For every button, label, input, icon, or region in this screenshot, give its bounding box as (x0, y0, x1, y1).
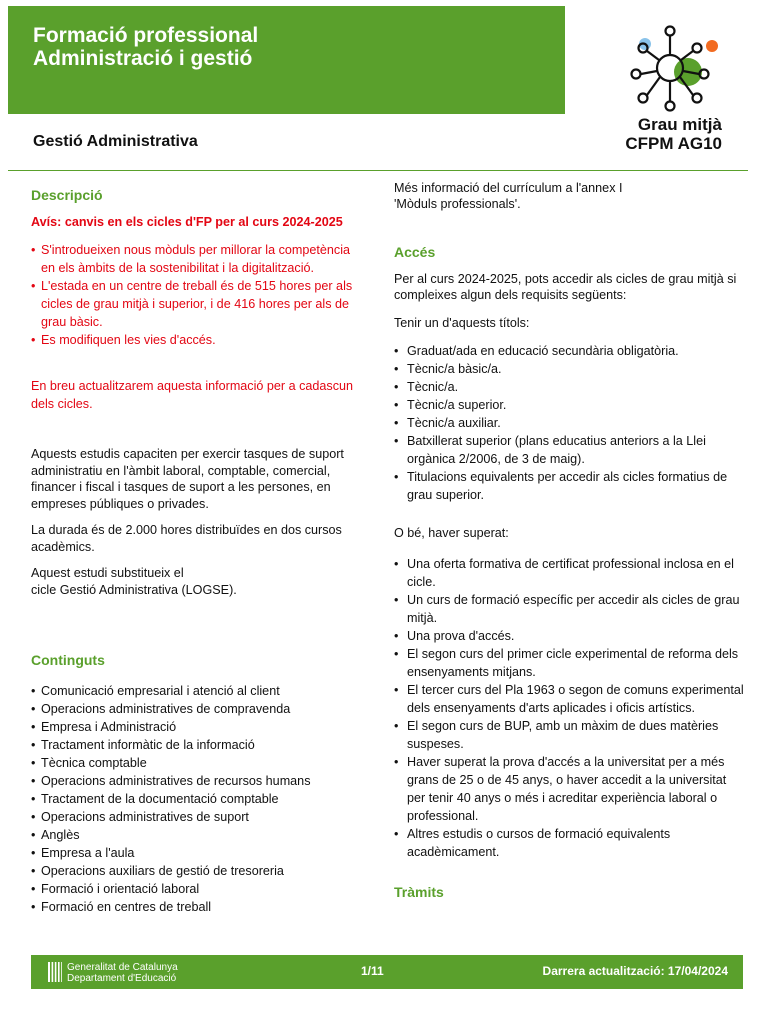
section-title-descripcio: Descripció (31, 187, 103, 203)
replaces-paragraph (31, 565, 367, 598)
alert-heading: Avís: canvis en els cicles d'FP per al curs 2024-2025 (31, 215, 343, 229)
generalitat-line-1: Generalitat de Catalunya (67, 962, 178, 973)
content-item: • Operacions administratives de suport (31, 808, 367, 826)
content-item: • Empresa a l'aula (31, 844, 367, 862)
passed-item: • Haver superat la prova d'accés a la universitat per a més grans de 25 o de 45 anys, o haver accedit a la universitat per tenir 40 anys o més i acreditar experiència laboral o professional. (394, 753, 744, 825)
passed-item: • Una prova d'accés. (394, 627, 744, 645)
content-item: • Comunicació empresarial i atenció al client (31, 682, 367, 700)
generalitat-line-2: Departament d'Educació (67, 973, 177, 984)
section-title-acces: Accés (394, 244, 436, 260)
content-item: • Tècnica comptable (31, 754, 367, 772)
contents-list (31, 682, 367, 916)
footer (31, 955, 743, 989)
access-intro: Per al curs 2024-2025, pots accedir als cicles de grau mitjà si compleixes algun dels requisits següents: (394, 272, 737, 302)
passed-item: • Una oferta formativa de certificat professional inclosa en el cicle. (394, 555, 744, 591)
generalitat-label (67, 962, 178, 984)
cycle-name: Gestió Administrativa (33, 133, 198, 150)
section-title-tramits: Tràmits (394, 884, 444, 900)
passed-list (394, 555, 744, 861)
title-item: • Graduat/ada en educació secundària obligatòria. (394, 342, 744, 360)
more-info (394, 180, 744, 212)
description-paragraph: Aquests estudis capaciten per exercir tasques de suport administratiu en l'àmbit laboral, comptable, comercial, financer i fiscal i tasques de suport a les persones, en empreses públiques o privades. (31, 447, 344, 511)
grade-block (625, 115, 722, 153)
content-item: • Formació en centres de treball (31, 898, 367, 916)
duration-paragraph: La durada és de 2.000 hores distribuïdes en dos cursos acadèmics. (31, 523, 342, 554)
left-column (31, 180, 367, 916)
titles-intro: Tenir un d'aquests títols: (394, 316, 530, 330)
page-number: 1/11 (361, 964, 384, 978)
title-item: • Tècnic/a superior. (394, 396, 744, 414)
update-note: En breu actualitzarem aquesta informació per a cadascun dels cicles. (31, 379, 354, 411)
alert-item: • S'introdueixen nous mòduls per millorar la competència en els àmbits de la sostenibilitat i la digitalització. (31, 241, 367, 277)
content-item: • Empresa i Administració (31, 718, 367, 736)
title-line-2: Administració i gestió (33, 47, 253, 70)
passed-item: • El segon curs de BUP, amb un màxim de dues matèries suspeses. (394, 717, 744, 753)
section-title-continguts: Continguts (31, 652, 105, 668)
title-item: • Batxillerat superior (plans educatius anteriors a la Llei orgànica 2/2006, de 3 de maig). (394, 432, 744, 468)
title-item: • Tècnic/a. (394, 378, 744, 396)
divider (8, 170, 748, 171)
title-line-1: Formació professional (33, 24, 259, 47)
generalitat-logo-icon (48, 962, 62, 982)
alert-item: • Es modifiquen les vies d'accés. (31, 331, 367, 349)
passed-item: • Altres estudis o cursos de formació equivalents acadèmicament. (394, 825, 744, 861)
content-item: • Anglès (31, 826, 367, 844)
title-item: • Tècnic/a bàsic/a. (394, 360, 744, 378)
more-info-line-1: Més informació del currículum a l'annex I (394, 181, 623, 195)
or-intro: O bé, haver superat: (394, 526, 509, 540)
grade-level: Grau mitjà (637, 115, 722, 134)
title-item: • Titulacions equivalents per accedir als cicles formatius de grau superior. (394, 468, 744, 504)
right-column (394, 180, 744, 901)
alert-item: • L'estada en un centre de treball és de 515 hores per als cicles de grau mitjà i superior, i de 416 hores per als de grau bàsic. (31, 277, 367, 331)
network-icon (628, 24, 724, 114)
titles-list (394, 342, 744, 504)
replaces-line-2: cicle Gestió Administrativa (LOGSE). (31, 582, 237, 597)
replaces-line-1: Aquest estudi substitueix el (31, 566, 184, 580)
content-item: • Tractament informàtic de la informació (31, 736, 367, 754)
passed-item: • El tercer curs del Pla 1963 o segon de comuns experimental dels ensenyaments d'arts aplicades i oficis artístics. (394, 681, 744, 717)
more-info-line-2: 'Mòduls professionals'. (394, 197, 521, 211)
content-item: • Operacions administratives de compravenda (31, 700, 367, 718)
content-item: • Operacions administratives de recursos humans (31, 772, 367, 790)
passed-item: • El segon curs del primer cicle experimental de reforma dels ensenyaments mitjans. (394, 645, 744, 681)
passed-item: • Un curs de formació específic per accedir als cicles de grau mitjà. (394, 591, 744, 627)
document-title (33, 24, 258, 70)
cycle-code: CFPM AG10 (625, 134, 722, 153)
content-item: • Tractament de la documentació comptable (31, 790, 367, 808)
content-item: • Operacions auxiliars de gestió de tresoreria (31, 862, 367, 880)
alert-list (31, 241, 367, 349)
last-updated: Darrera actualització: 17/04/2024 (542, 964, 728, 978)
content-item: • Formació i orientació laboral (31, 880, 367, 898)
title-item: • Tècnic/a auxiliar. (394, 414, 744, 432)
